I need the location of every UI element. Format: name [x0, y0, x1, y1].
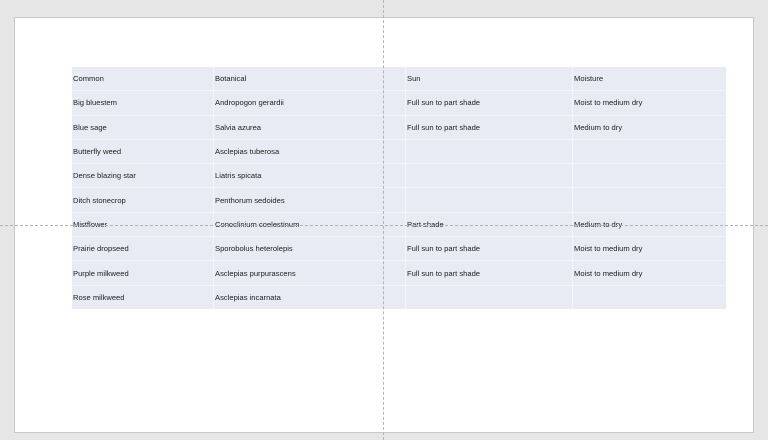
- cell-common[interactable]: Mistflower: [72, 212, 214, 236]
- cell-botanical[interactable]: Conoclinium coelestinum: [214, 212, 406, 236]
- cell-botanical[interactable]: Asclepias incarnata: [214, 285, 406, 309]
- table-row: [72, 139, 726, 163]
- cell-common[interactable]: Big bluestem: [72, 91, 214, 115]
- cell-moisture[interactable]: [573, 285, 727, 309]
- cell-sun[interactable]: [406, 164, 573, 188]
- cell-sun[interactable]: Full sun to part shade: [406, 115, 573, 139]
- cell-common[interactable]: Prairie dropseed: [72, 237, 214, 261]
- header-cell-botanical[interactable]: Botanical: [214, 67, 406, 91]
- cell-moisture[interactable]: [573, 139, 727, 163]
- cell-sun[interactable]: [406, 285, 573, 309]
- cell-botanical[interactable]: Sporobolus heterolepis: [214, 237, 406, 261]
- cell-botanical[interactable]: Penthorum sedoides: [214, 188, 406, 212]
- cell-common[interactable]: Rose milkweed: [72, 285, 214, 309]
- table-row: [72, 237, 726, 261]
- horizontal-smart-guide: [0, 225, 768, 226]
- cell-sun[interactable]: Part shade: [406, 212, 573, 236]
- cell-common[interactable]: Ditch stonecrop: [72, 188, 214, 212]
- cell-common[interactable]: Purple milkweed: [72, 261, 214, 285]
- table-row: [72, 188, 726, 212]
- cell-moisture[interactable]: Medium to dry: [573, 115, 727, 139]
- cell-moisture[interactable]: Moist to medium dry: [573, 91, 727, 115]
- vertical-smart-guide: [383, 0, 384, 440]
- cell-moisture[interactable]: Moist to medium dry: [573, 261, 727, 285]
- cell-sun[interactable]: Full sun to part shade: [406, 91, 573, 115]
- cell-moisture[interactable]: [573, 164, 727, 188]
- cell-sun[interactable]: Full sun to part shade: [406, 237, 573, 261]
- cell-botanical[interactable]: Liatris spicata: [214, 164, 406, 188]
- header-cell-sun[interactable]: Sun: [406, 67, 573, 91]
- cell-sun[interactable]: [406, 139, 573, 163]
- cell-botanical[interactable]: Asclepias tuberosa: [214, 139, 406, 163]
- header-cell-moisture[interactable]: Moisture: [573, 67, 727, 91]
- table-row: [72, 164, 726, 188]
- cell-botanical[interactable]: Salvia azurea: [214, 115, 406, 139]
- cell-moisture[interactable]: Medium to dry: [573, 212, 727, 236]
- cell-moisture[interactable]: [573, 188, 727, 212]
- cell-common[interactable]: Blue sage: [72, 115, 214, 139]
- plant-table[interactable]: [72, 67, 726, 309]
- cell-common[interactable]: Dense blazing star: [72, 164, 214, 188]
- table-row: [72, 91, 726, 115]
- header-cell-common[interactable]: Common: [72, 67, 214, 91]
- table-header-row: [72, 67, 726, 91]
- cell-sun[interactable]: [406, 188, 573, 212]
- cell-sun[interactable]: Full sun to part shade: [406, 261, 573, 285]
- cell-common[interactable]: Butterfly weed: [72, 139, 214, 163]
- cell-botanical[interactable]: Andropogon gerardii: [214, 91, 406, 115]
- table-row: [72, 285, 726, 309]
- table-row: [72, 261, 726, 285]
- table-row: [72, 115, 726, 139]
- cell-moisture[interactable]: Moist to medium dry: [573, 237, 727, 261]
- cell-botanical[interactable]: Asclepias purpurascens: [214, 261, 406, 285]
